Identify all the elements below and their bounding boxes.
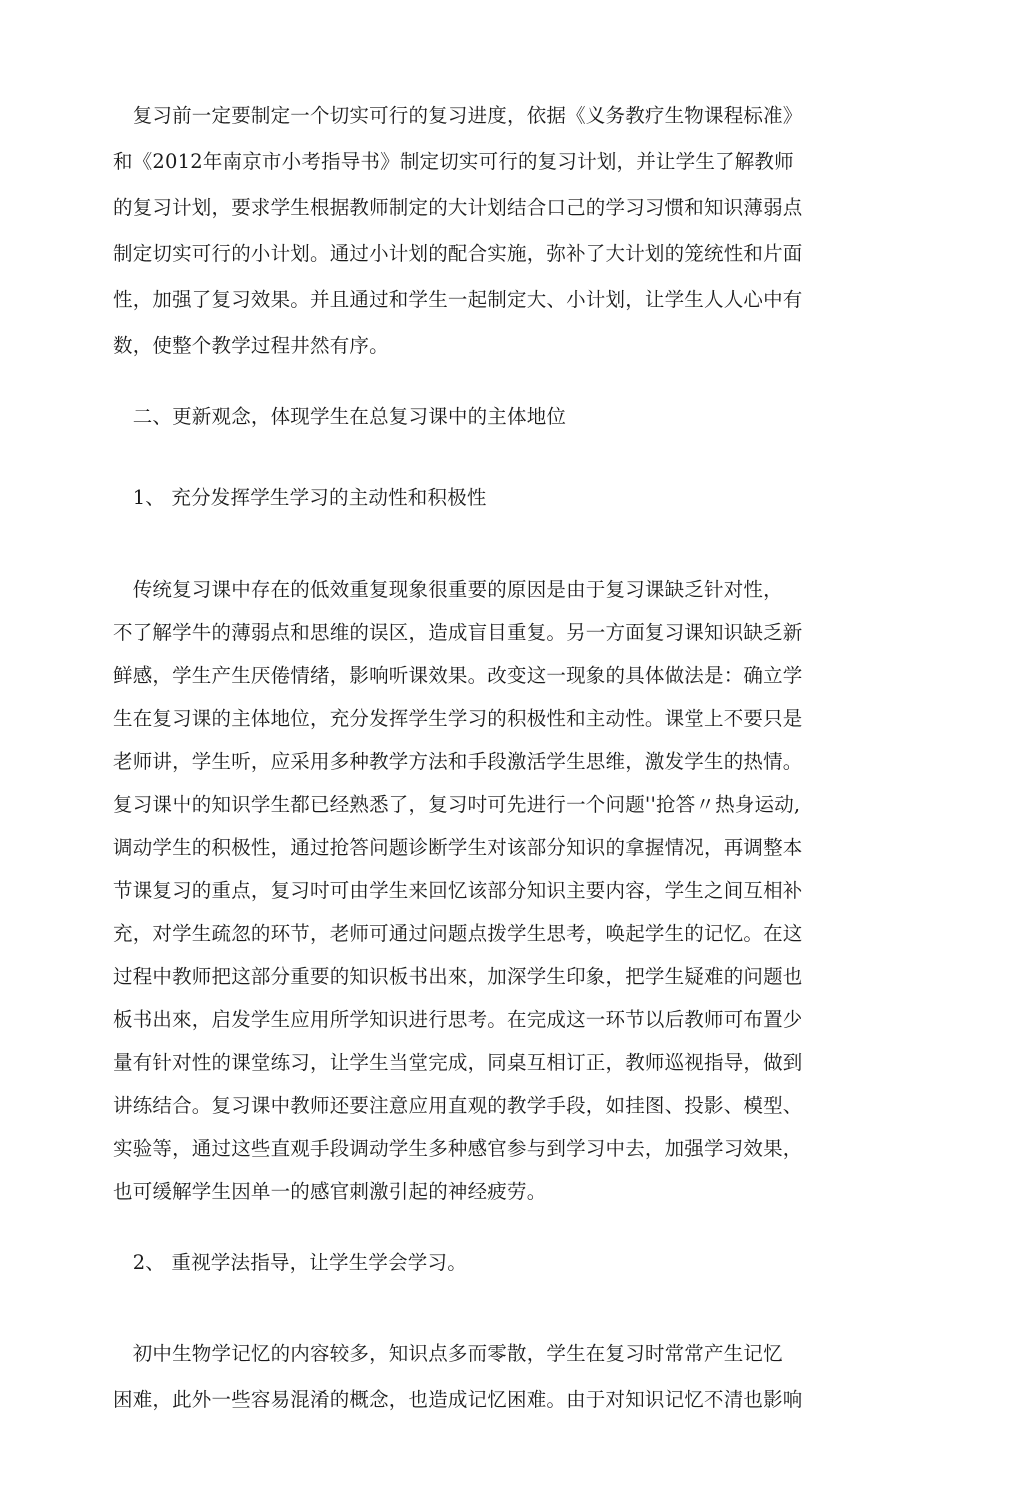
paragraph-2-line: 传统复习课中存在的低效重复现象很重要的原因是由于复习课缺乏针对性， xyxy=(113,578,783,601)
paragraph-2-line: 鲜感，学生产生厌倦情绪，影响听课效果。改变这一现象的具体做法是：确立学 xyxy=(113,664,803,687)
paragraph-2-line: 也可缓解学生因单一的感官刺激引起的神经疲劳。 xyxy=(113,1180,547,1203)
paragraph-2-line: 生在复习课的主体地位，充分发挥学生学习的积极性和主动性。课堂上不要只是 xyxy=(113,707,803,730)
subsection-heading: 2、 重视学法指导，让学生学会学习。 xyxy=(113,1251,467,1274)
paragraph-2-line: 过程中教师把这部分重要的知识板书出來，加深学生印象，把学生疑难的问题也 xyxy=(113,965,803,988)
paragraph-2-line: 实验等，通过这些直观手段调动学生多种感官参与到学习中去，加强学习效果， xyxy=(113,1137,803,1160)
paragraph-2-line: 充，对学生疏忽的环节，老师可通过问题点拨学生思考，唤起学生的记忆。在这 xyxy=(113,922,803,945)
paragraph-3-line: 困难，此外一些容易混淆的概念，也造成记忆困难。由于对知识记忆不清也影响 xyxy=(113,1388,803,1411)
paragraph-1-line: 制定切实可行的小计划。通过小计划的配合实施，弥补了大计划的笼统性和片面 xyxy=(113,242,803,265)
paragraph-2-line: 不了解学牛的薄弱点和思维的误区，造成盲目重复。另一方面复习课知识缺乏新 xyxy=(113,621,803,644)
subsection-heading: 1、 充分发挥学生学习的主动性和积极性 xyxy=(113,486,487,509)
paragraph-3-line: 初中生物学记忆的内容较多，知识点多而零散，学生在复习时常常产生记忆 xyxy=(113,1342,783,1365)
paragraph-1-line: 和《2012年南京市小考指导书》制定切实可行的复习计划，并让学生了解教师 xyxy=(113,150,794,173)
paragraph-2-line: 讲练结合。复习课中教师还要注意应用直观的教学手段，如挂图、投影、模型、 xyxy=(113,1094,803,1117)
paragraph-2-line: 量有针对性的课堂练习，让学生当堂完成，同桌互相订正，教师巡视指导，做到 xyxy=(113,1051,803,1074)
paragraph-2-line: 老师讲，学生听，应采用多种教学方法和手段激活学生思维，激发学生的热情。 xyxy=(113,750,803,773)
paragraph-1-line: 性，加强了复习效果。并且通过和学生一起制定大、小计划，让学生人人心中有 xyxy=(113,288,803,311)
paragraph-1-line: 的复习计划，要求学生根据教师制定的大计划结合口己的学习习惯和知识薄弱点 xyxy=(113,196,803,219)
paragraph-2-line: 调动学生的积极性，通过抢答问题诊断学生对该部分知识的拿握情况，再调整本 xyxy=(113,836,803,859)
section-heading: 二、更新观念，体现学生在总复习课中的主体地位 xyxy=(113,405,567,428)
paragraph-1-line: 数，使整个教学过程井然有序。 xyxy=(113,334,389,357)
paragraph-2-line: 复习课屮的知识学生都已经熟悉了，复习吋可先进行一个问题''抢答〃热身运动, xyxy=(113,793,801,816)
paragraph-1-line: 复习前一定要制定一个切实可行的复习进度，依据《义务教疗生物课程标准》 xyxy=(113,104,803,127)
paragraph-2-line: 节课复习的重点，复习吋可由学生来回忆该部分知识主要内容，学生之间互相补 xyxy=(113,879,803,902)
paragraph-2-line: 板书出來，启发学生应用所学知识进行思考。在完成这一环节以后教师可布置少 xyxy=(113,1008,803,1031)
